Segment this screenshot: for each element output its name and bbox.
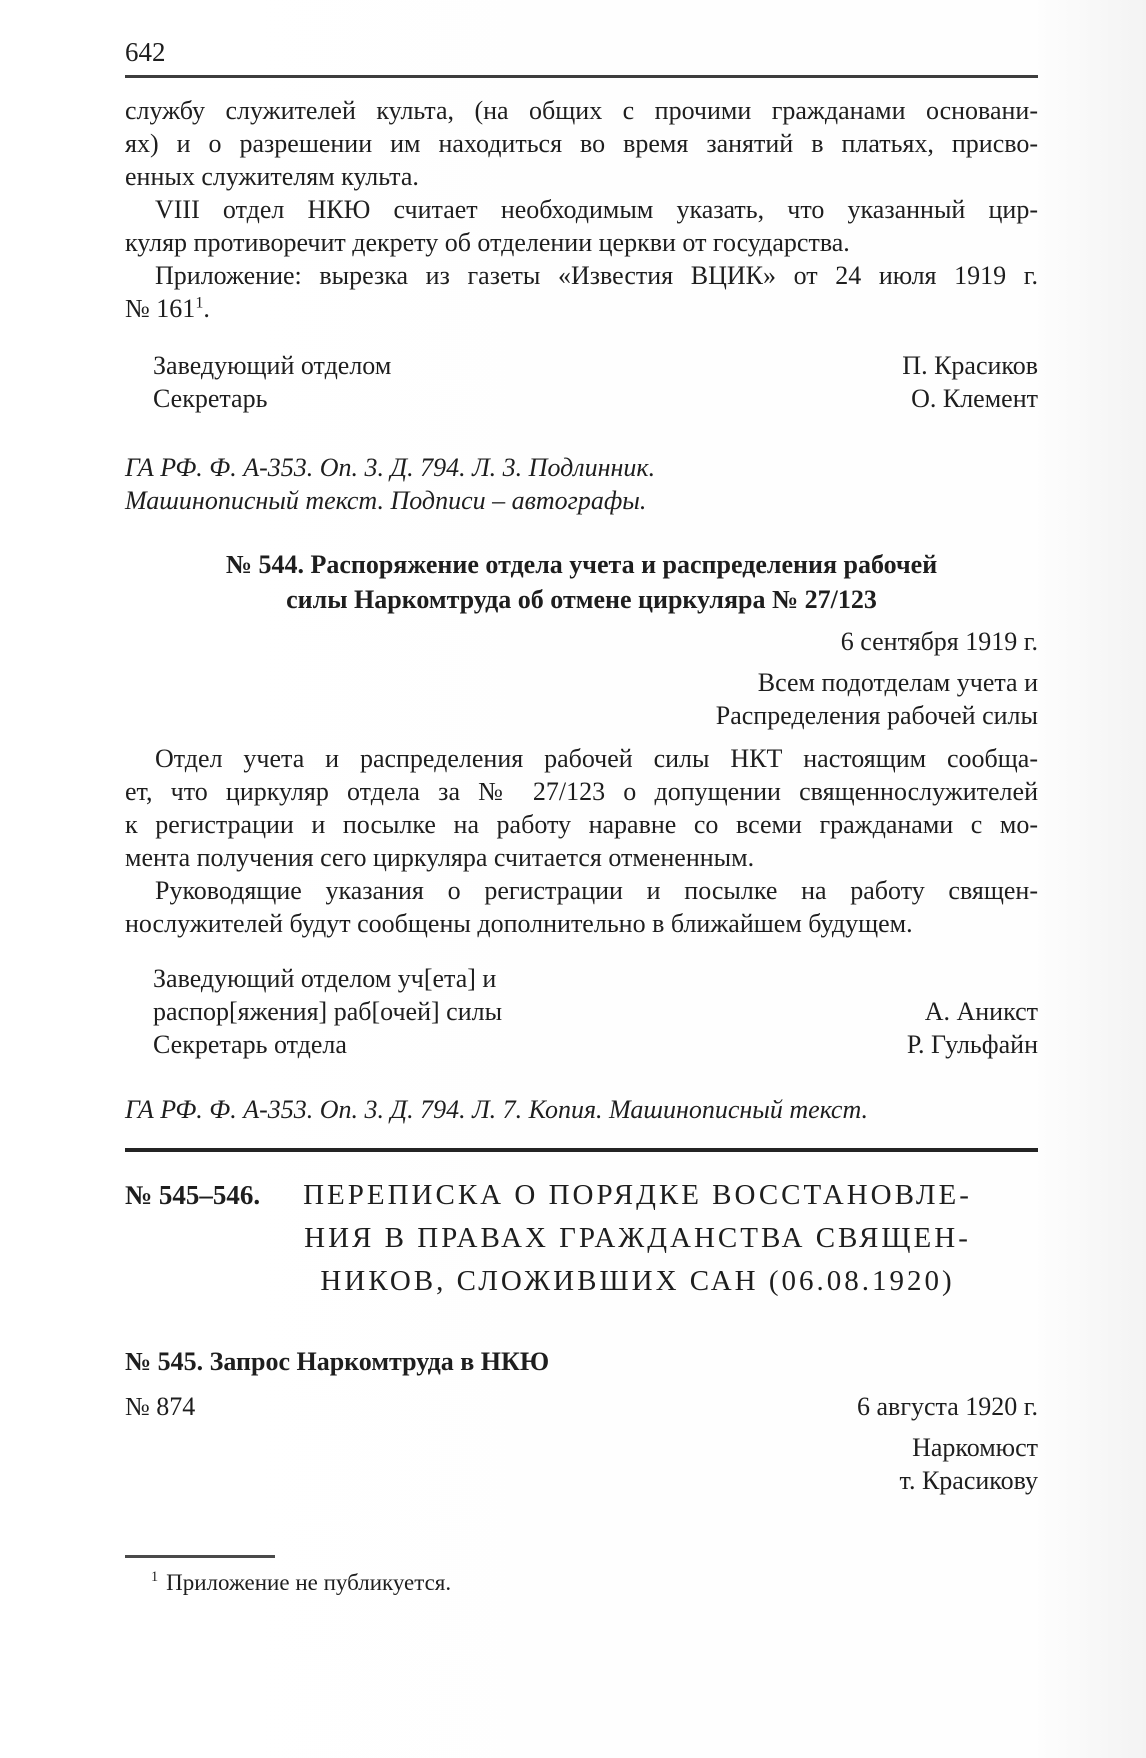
addressee-line: Наркомюст (912, 1433, 1038, 1462)
doc545-title: № 545. Запрос Наркомтруда в НКЮ (125, 1347, 550, 1376)
section-heading-line: ПЕРЕПИСКА О ПОРЯДКЕ ВОССТАНОВЛЕ- (303, 1179, 972, 1211)
doc544-paragraph-2 (125, 874, 1038, 940)
doc545-number-date-row (125, 1390, 1038, 1423)
text-line: Отдел учета и распределения рабочей силы НКТ настоящим сообща- (155, 744, 1038, 773)
signature-name: Р. Гульфайн (906, 1030, 1038, 1059)
signature-title: Секретарь (153, 384, 268, 413)
appendix-number: № 161 (125, 294, 196, 323)
text-line: мента получения сего циркуляра считается отмененным. (125, 843, 755, 872)
archive-line: Машинописный текст. Подписи – автографы. (125, 486, 647, 515)
signature-row (125, 1028, 1038, 1061)
doc545-date: 6 августа 1920 г. (857, 1392, 1038, 1421)
signature-row (125, 995, 1038, 1028)
text-line: ях) и о разрешении им находиться во время занятий в платьях, присво- (125, 129, 1038, 158)
text-line: куляр противоречит декрету об отделении церкви от государства. (125, 228, 850, 257)
archive-line: ГА РФ. Ф. А-353. Оп. 3. Д. 794. Л. 7. Копия. Машинописный текст. (125, 1095, 869, 1124)
signature-row (125, 962, 1038, 995)
signature-title: распор[яжения] раб[очей] силы (153, 997, 503, 1026)
archive-line: ГА РФ. Ф. А-353. Оп. 3. Д. 794. Л. 3. Подлинник. (125, 453, 656, 482)
section-heading-number: № 545–546. (125, 1180, 261, 1210)
text-line: Приложение: вырезка из газеты «Известия ВЦИК» от 24 июля 1919 г. (155, 261, 1038, 290)
footnote-marker: 1 (151, 1569, 159, 1586)
text-line: Руководящие указания о регистрации и посылке на работу священ- (155, 876, 1038, 905)
page-number: 642 (125, 37, 166, 67)
footnote-rule (125, 1555, 275, 1558)
doc544-addressee (125, 666, 1038, 732)
footnote-text: Приложение не публикуется. (166, 1570, 452, 1595)
text-line (125, 292, 1038, 325)
doc544-paragraph-1 (125, 742, 1038, 874)
header-rule (125, 75, 1038, 78)
section-545-546-heading (125, 1174, 1038, 1303)
section-divider-rule (125, 1148, 1038, 1152)
signature-title: Секретарь отдела (153, 1030, 347, 1059)
signature-title: Заведующий отделом (153, 351, 392, 380)
doc543-paragraph-2 (125, 193, 1038, 259)
doc544-signature-block (125, 962, 1038, 1061)
doc-title-line: силы Наркомтруда об отмене циркуляра № 27/123 (286, 585, 877, 614)
doc-title-line: № 544. Распоряжение отдела учета и распределения рабочей (225, 550, 938, 579)
doc544-date: 6 сентября 1919 г. (840, 627, 1038, 656)
footnote-block (125, 1555, 1038, 1598)
addressee-line: т. Красикову (899, 1466, 1038, 1495)
doc544-body (125, 742, 1038, 940)
text-line: VIII отдел НКЮ считает необходимым указать, что указанный цир- (155, 195, 1038, 224)
addressee-line: Всем подотделам учета и (757, 668, 1038, 697)
doc545-number: № 874 (125, 1392, 196, 1421)
signature-row (125, 382, 1038, 415)
section-heading-line: НИЯ В ПРАВАХ ГРАЖДАНСТВА СВЯЩЕН- (304, 1222, 971, 1254)
text-line: ет, что циркуляр отдела за № 27/123 о допущении священнослужителей (125, 777, 1038, 806)
doc543-archive-citation (125, 451, 1038, 517)
doc545-addressee (125, 1431, 1038, 1497)
text-line: нослужителей будут сообщены дополнительно в ближайшем будущем. (125, 909, 913, 938)
addressee-line: Распределения рабочей силы (715, 701, 1038, 730)
section-heading-line: НИКОВ, СЛОЖИВШИХ САН (06.08.1920) (320, 1265, 955, 1297)
text-line: к регистрации и посылке на работу наравне со всеми гражданами с мо- (125, 810, 1038, 839)
doc543-paragraph-appendix (125, 259, 1038, 325)
signature-name: О. Клемент (911, 384, 1038, 413)
text-line: енных служителям культа. (125, 162, 419, 191)
doc543-signature-block (125, 349, 1038, 415)
footnote-reference: 1 (195, 294, 204, 312)
signature-title: Заведующий отделом уч[ета] и (153, 964, 497, 993)
doc543-paragraph-continuation (125, 94, 1038, 193)
footnote (125, 1568, 1038, 1598)
doc544-title (125, 547, 1038, 617)
signature-name: П. Красиков (902, 351, 1038, 380)
appendix-period: . (203, 294, 210, 323)
signature-name: А. Аникст (924, 997, 1038, 1026)
signature-row (125, 349, 1038, 382)
doc544-archive-citation (125, 1093, 1038, 1126)
text-line: службу служителей культа, (на общих с прочими гражданами основани- (125, 96, 1038, 125)
